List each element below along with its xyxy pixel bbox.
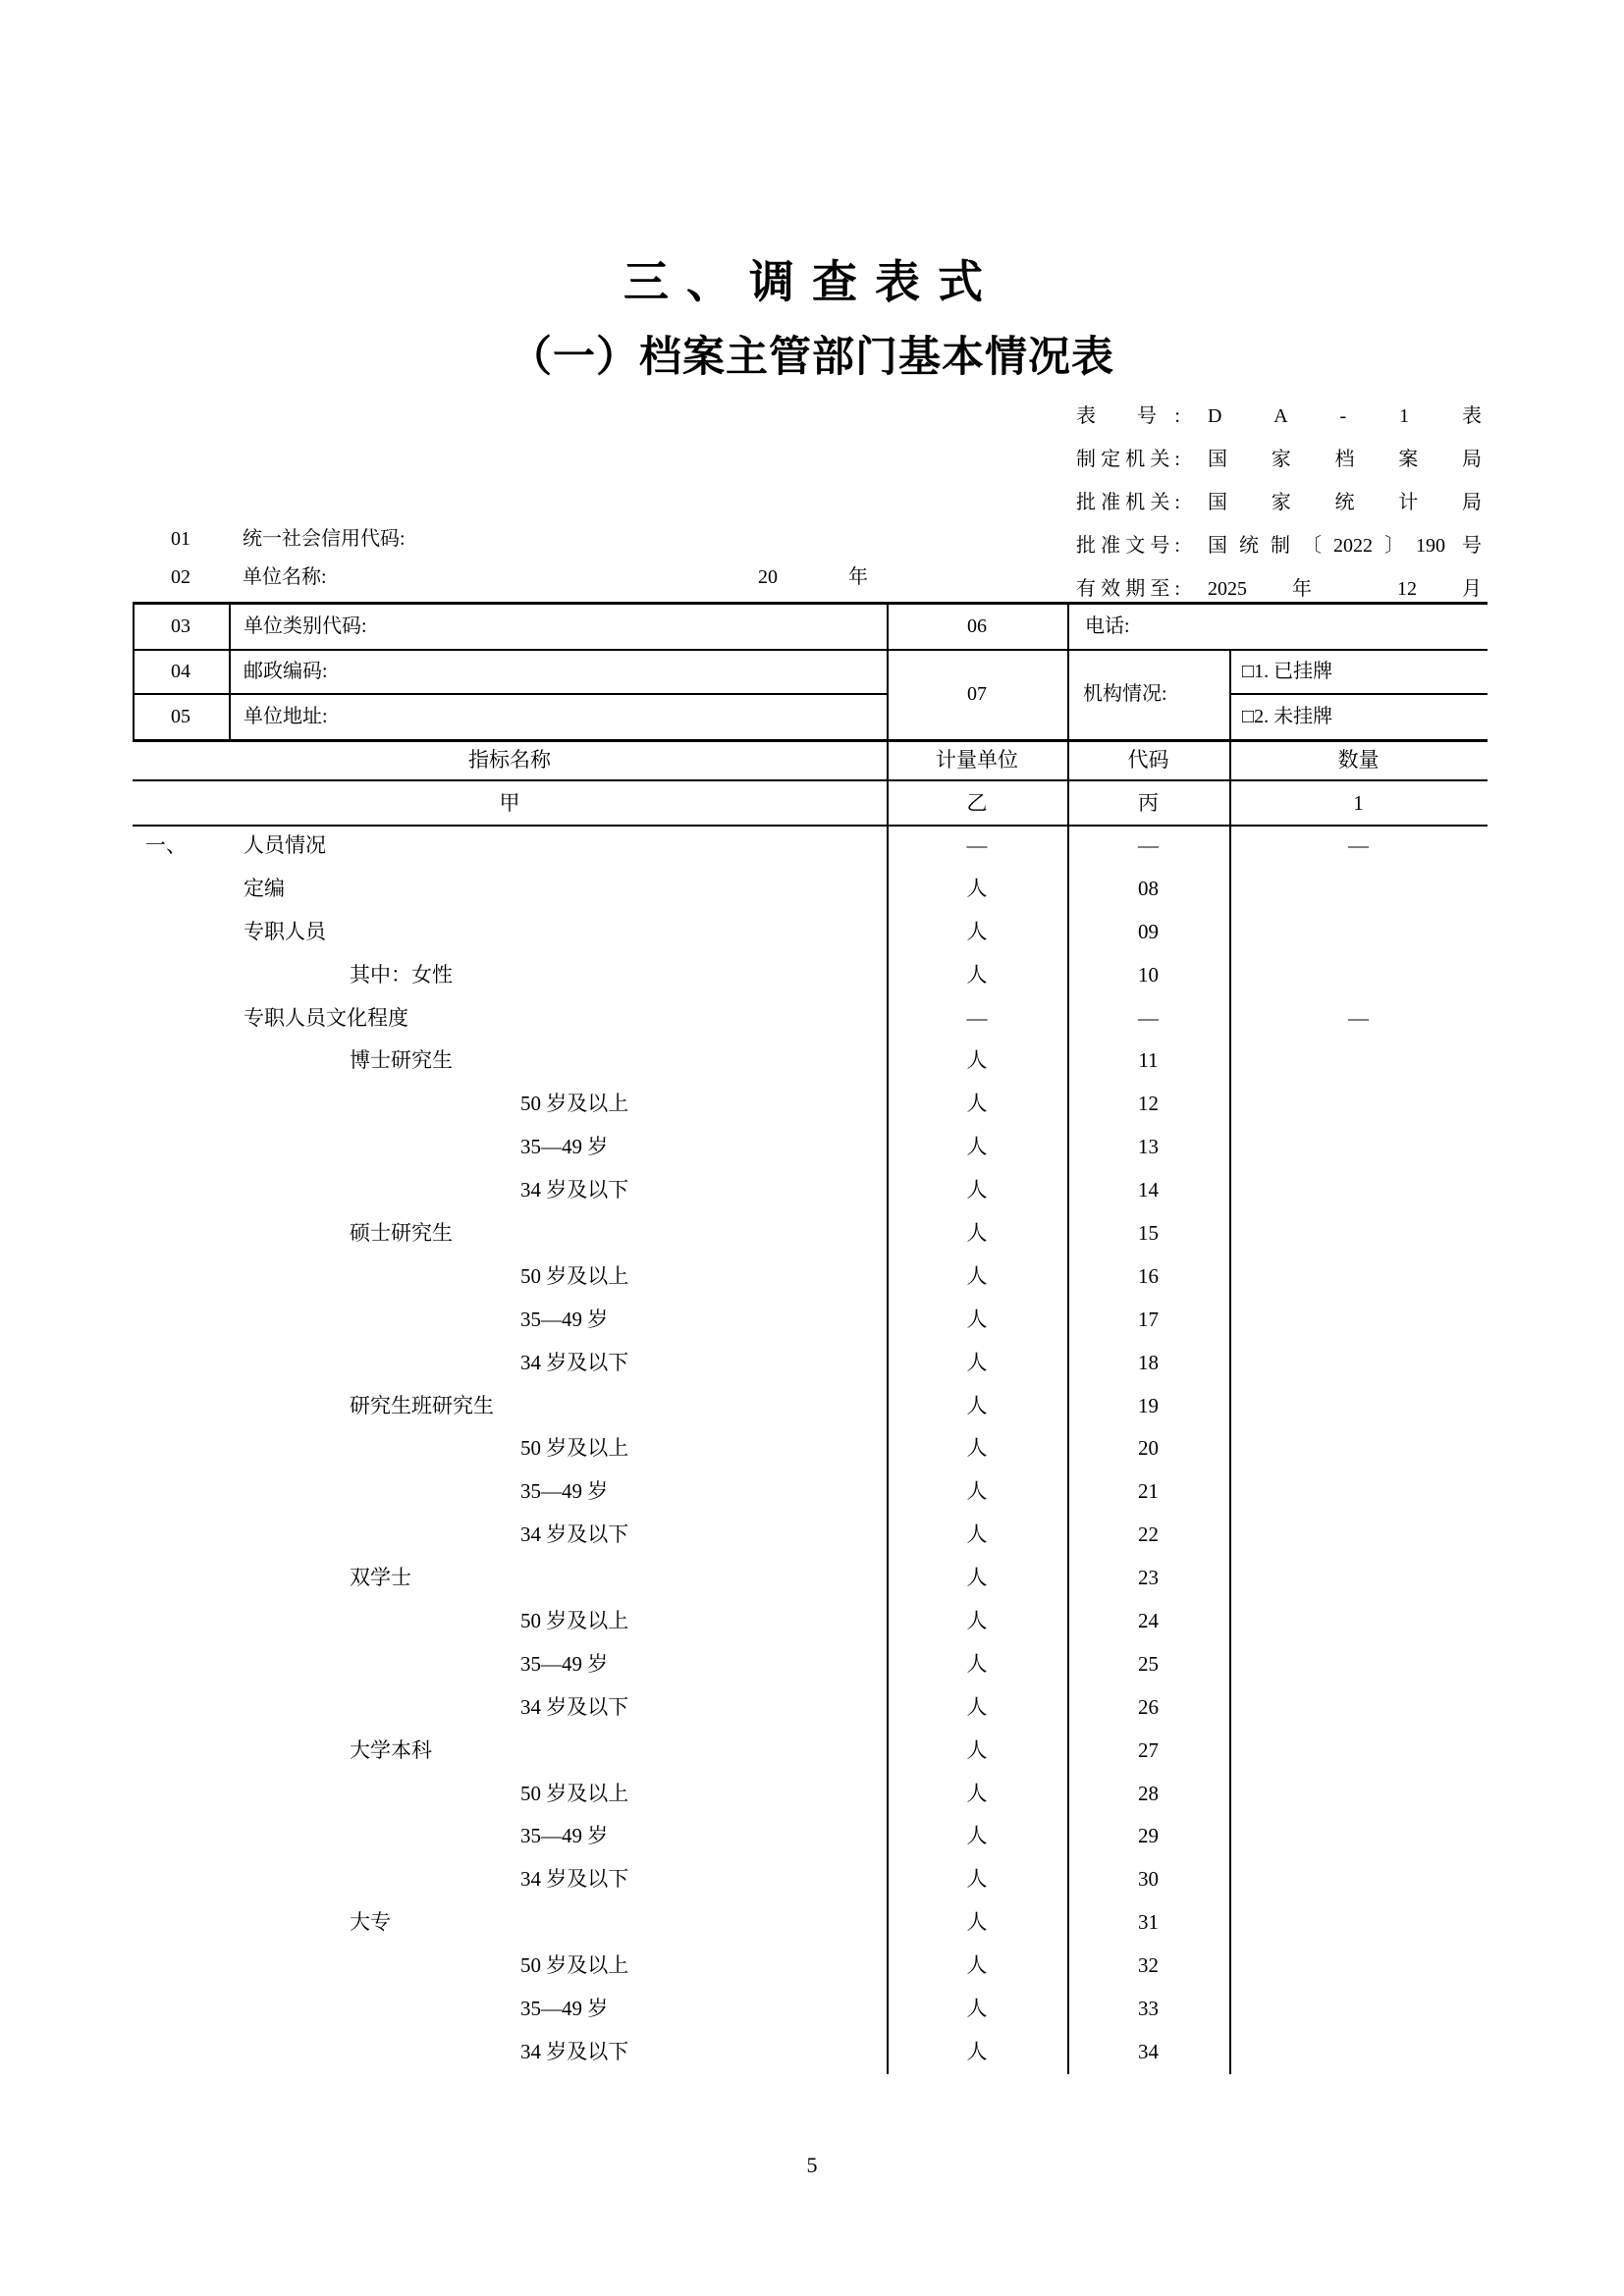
unit-cell: 人 bbox=[966, 1522, 988, 1547]
form-meta-label: 表 号: bbox=[1076, 405, 1180, 427]
indicator-row bbox=[133, 1212, 1488, 1255]
indicator-row bbox=[133, 1040, 1488, 1083]
qty-cell bbox=[1229, 1514, 1488, 1557]
indicator-label: 35—49 岁 bbox=[520, 1135, 609, 1159]
indicator-label: 35—49 岁 bbox=[520, 1651, 609, 1676]
indicator-label: 人员情况 bbox=[244, 833, 326, 857]
indicator-name-cell bbox=[133, 1212, 887, 1255]
unit-cell: 人 bbox=[966, 1781, 988, 1805]
qty-cell bbox=[1229, 1255, 1488, 1299]
row-code: 07 bbox=[967, 683, 987, 705]
unit-type-code-label: 单位类别代码: bbox=[244, 615, 367, 637]
qty-cell bbox=[1229, 1815, 1488, 1858]
indicator-row bbox=[133, 1083, 1488, 1126]
indicator-row bbox=[133, 1126, 1488, 1169]
indicator-label: 34 岁及以下 bbox=[520, 1178, 629, 1202]
indicator-name-cell bbox=[133, 1083, 887, 1126]
code-cell: 24 bbox=[1138, 1609, 1159, 1633]
indicator-name-cell bbox=[133, 1945, 887, 1988]
form-meta-label: 制定机关: bbox=[1076, 449, 1180, 470]
indicator-rows bbox=[133, 825, 1488, 2074]
qty-cell bbox=[1229, 1643, 1488, 1686]
year-prefix: 20 bbox=[758, 566, 778, 588]
indicator-name-cell bbox=[133, 1299, 887, 1342]
code-cell: 23 bbox=[1138, 1566, 1159, 1590]
code-cell: 18 bbox=[1138, 1350, 1159, 1374]
indicator-label: 50 岁及以上 bbox=[520, 1263, 629, 1288]
unit-cell: 人 bbox=[966, 1393, 988, 1417]
indicator-row bbox=[133, 1299, 1488, 1342]
code-cell: 26 bbox=[1138, 1694, 1159, 1719]
code-cell: 14 bbox=[1138, 1178, 1159, 1202]
unit-cell: 人 bbox=[966, 1953, 988, 1978]
indicator-row bbox=[133, 1988, 1488, 2031]
subheader-jia: 甲 bbox=[499, 791, 520, 815]
qty-cell bbox=[1229, 1342, 1488, 1385]
indicator-label: 50 岁及以上 bbox=[520, 1436, 629, 1461]
form-meta-label: 有效期至: bbox=[1076, 578, 1180, 600]
unit-cell: 人 bbox=[966, 1048, 988, 1073]
indicator-row bbox=[133, 1255, 1488, 1299]
form-meta-line bbox=[1076, 395, 1482, 438]
form-meta-value: 国 家 统 计 局 bbox=[1208, 492, 1482, 513]
code-cell: — bbox=[1138, 833, 1159, 857]
qty-cell bbox=[1229, 868, 1488, 911]
unit-cell: 人 bbox=[966, 1566, 988, 1590]
indicator-label: 35—49 岁 bbox=[520, 1997, 609, 2021]
unit-cell: 人 bbox=[966, 1824, 988, 1848]
indicator-name-cell bbox=[133, 1730, 887, 1773]
header-unit: 计量单位 bbox=[936, 748, 1018, 772]
unit-cell: 人 bbox=[966, 919, 988, 943]
unit-cell: 人 bbox=[966, 1221, 988, 1246]
unit-cell: 人 bbox=[966, 1694, 988, 1719]
indicator-name-cell bbox=[133, 1169, 887, 1212]
indicator-row bbox=[133, 1901, 1488, 1945]
code-cell: 28 bbox=[1138, 1781, 1159, 1805]
indicator-name-cell bbox=[133, 1815, 887, 1858]
qty-cell: — bbox=[1348, 1005, 1369, 1030]
row-code: 03 bbox=[171, 615, 190, 637]
row-code: 06 bbox=[967, 615, 987, 637]
indicator-name-cell bbox=[133, 1643, 887, 1686]
indicator-name-cell bbox=[133, 1600, 887, 1643]
qty-cell bbox=[1229, 1901, 1488, 1945]
unit-cell: 人 bbox=[966, 1737, 988, 1762]
indicator-name-cell bbox=[133, 1427, 887, 1470]
header-code: 代码 bbox=[1127, 748, 1169, 772]
indicator-name-cell bbox=[133, 911, 887, 954]
indicator-row bbox=[133, 1514, 1488, 1557]
indicator-label: 硕士研究生 bbox=[350, 1221, 453, 1246]
unit-cell: 人 bbox=[966, 1997, 988, 2021]
code-cell: 15 bbox=[1138, 1221, 1159, 1246]
indicator-row bbox=[133, 1643, 1488, 1686]
survey-table bbox=[133, 602, 1488, 2074]
unit-cell: — bbox=[966, 1005, 988, 1030]
credit-code-label: 统一社会信用代码: bbox=[243, 528, 406, 550]
code-cell: 11 bbox=[1138, 1048, 1159, 1073]
qty-cell bbox=[1229, 1169, 1488, 1212]
form-meta-label: 批准文号: bbox=[1076, 535, 1180, 557]
subheader-1: 1 bbox=[1353, 791, 1364, 815]
indicator-label: 34 岁及以下 bbox=[520, 1350, 629, 1374]
indicator-row bbox=[133, 1686, 1488, 1730]
option-checkbox-listed[interactable]: □1. 已挂牌 bbox=[1242, 661, 1333, 682]
indicator-label: 35—49 岁 bbox=[520, 1479, 609, 1504]
indicator-label: 34 岁及以下 bbox=[520, 1867, 629, 1892]
qty-cell: — bbox=[1348, 833, 1369, 857]
indicator-name-cell bbox=[133, 1773, 887, 1816]
indicator-label: 35—49 岁 bbox=[520, 1824, 609, 1848]
indicator-row bbox=[133, 1858, 1488, 1901]
qty-cell bbox=[1229, 1557, 1488, 1600]
option-checkbox-unlisted[interactable]: □2. 未挂牌 bbox=[1242, 706, 1333, 727]
qty-cell bbox=[1229, 1427, 1488, 1470]
code-cell: 21 bbox=[1138, 1479, 1159, 1504]
field-row-02 bbox=[0, 556, 1624, 599]
indicator-label: 专职人员文化程度 bbox=[244, 1005, 408, 1030]
unit-cell: 人 bbox=[966, 1092, 988, 1116]
code-cell: 19 bbox=[1138, 1393, 1159, 1417]
indicator-name-cell bbox=[133, 2031, 887, 2074]
qty-cell bbox=[1229, 911, 1488, 954]
qty-cell bbox=[1229, 1773, 1488, 1816]
unit-cell: — bbox=[966, 833, 988, 857]
indicator-label: 50 岁及以上 bbox=[520, 1092, 629, 1116]
code-cell: 20 bbox=[1138, 1436, 1159, 1461]
code-cell: 09 bbox=[1138, 919, 1159, 943]
indicator-row bbox=[133, 868, 1488, 911]
postal-code-label: 邮政编码: bbox=[244, 661, 328, 682]
code-cell: — bbox=[1138, 1005, 1159, 1030]
indicator-label: 定编 bbox=[244, 876, 285, 900]
section-marker: 一、 bbox=[145, 833, 187, 857]
indicator-row bbox=[133, 954, 1488, 997]
indicator-name-cell bbox=[133, 825, 887, 868]
indicator-row bbox=[133, 911, 1488, 954]
indicator-name-cell bbox=[133, 868, 887, 911]
indicator-row bbox=[133, 825, 1488, 868]
indicator-name-cell bbox=[133, 1040, 887, 1083]
indicator-row bbox=[133, 1773, 1488, 1816]
qty-cell bbox=[1229, 954, 1488, 997]
code-cell: 17 bbox=[1138, 1307, 1159, 1331]
code-cell: 33 bbox=[1138, 1997, 1159, 2021]
page-title: 三、调查表式 bbox=[623, 256, 1001, 307]
indicator-name-cell bbox=[133, 1901, 887, 1945]
form-meta-line bbox=[1076, 438, 1482, 481]
indicator-name-cell bbox=[133, 1686, 887, 1730]
indicator-label: 其中：女性 bbox=[350, 962, 453, 987]
unit-name-label: 单位名称: bbox=[243, 566, 327, 588]
code-cell: 27 bbox=[1138, 1737, 1159, 1762]
form-meta-label: 批准机关: bbox=[1076, 492, 1180, 513]
indicator-row bbox=[133, 1600, 1488, 1643]
unit-cell: 人 bbox=[966, 1135, 988, 1159]
indicator-name-cell bbox=[133, 1255, 887, 1299]
row-code: 02 bbox=[171, 566, 190, 588]
field-row-01 bbox=[0, 517, 1624, 561]
unit-cell: 人 bbox=[966, 1307, 988, 1331]
unit-cell: 人 bbox=[966, 1651, 988, 1676]
indicator-label: 双学士 bbox=[350, 1566, 411, 1590]
unit-address-label: 单位地址: bbox=[244, 706, 328, 727]
indicator-name-cell bbox=[133, 1988, 887, 2031]
code-cell: 13 bbox=[1138, 1135, 1159, 1159]
indicator-row bbox=[133, 1342, 1488, 1385]
code-cell: 12 bbox=[1138, 1092, 1159, 1116]
indicator-row bbox=[133, 997, 1488, 1041]
code-cell: 30 bbox=[1138, 1867, 1159, 1892]
org-status-label: 机构情况: bbox=[1083, 683, 1167, 705]
qty-cell bbox=[1229, 1988, 1488, 2031]
indicator-name-cell bbox=[133, 1557, 887, 1600]
unit-cell: 人 bbox=[966, 876, 988, 900]
unit-cell: 人 bbox=[966, 1479, 988, 1504]
indicator-name-cell bbox=[133, 997, 887, 1041]
unit-cell: 人 bbox=[966, 1436, 988, 1461]
indicator-label: 34 岁及以下 bbox=[520, 2039, 629, 2063]
unit-cell: 人 bbox=[966, 1609, 988, 1633]
subheader-bing: 丙 bbox=[1138, 791, 1159, 815]
year-suffix: 年 bbox=[848, 566, 868, 588]
indicator-name-cell bbox=[133, 1858, 887, 1901]
unit-cell: 人 bbox=[966, 1910, 988, 1935]
indicator-label: 50 岁及以上 bbox=[520, 1953, 629, 1978]
page-number: 5 bbox=[806, 2153, 818, 2177]
indicator-row bbox=[133, 1945, 1488, 1988]
qty-cell bbox=[1229, 2031, 1488, 2074]
qty-cell bbox=[1229, 1212, 1488, 1255]
code-cell: 32 bbox=[1138, 1953, 1159, 1978]
qty-cell bbox=[1229, 1686, 1488, 1730]
indicator-row bbox=[133, 1730, 1488, 1773]
indicator-name-cell bbox=[133, 1385, 887, 1428]
form-meta-value: 国 家 档 案 局 bbox=[1208, 449, 1482, 470]
qty-cell bbox=[1229, 1385, 1488, 1428]
indicator-label: 大学本科 bbox=[350, 1737, 432, 1762]
indicator-row bbox=[133, 2031, 1488, 2074]
indicator-row bbox=[133, 1815, 1488, 1858]
row-code: 01 bbox=[171, 528, 190, 550]
row-code: 04 bbox=[171, 661, 190, 682]
qty-cell bbox=[1229, 1126, 1488, 1169]
qty-cell bbox=[1229, 1040, 1488, 1083]
unit-cell: 人 bbox=[966, 1350, 988, 1374]
subheader-yi: 乙 bbox=[966, 791, 988, 815]
header-qty: 数量 bbox=[1337, 748, 1380, 772]
indicator-name-cell bbox=[133, 1342, 887, 1385]
indicator-label: 研究生班研究生 bbox=[350, 1393, 494, 1417]
row-code: 05 bbox=[171, 706, 190, 727]
unit-cell: 人 bbox=[966, 1263, 988, 1288]
code-cell: 16 bbox=[1138, 1263, 1159, 1288]
code-cell: 25 bbox=[1138, 1651, 1159, 1676]
qty-cell bbox=[1229, 1600, 1488, 1643]
indicator-label: 50 岁及以上 bbox=[520, 1609, 629, 1633]
phone-label: 电话: bbox=[1085, 615, 1130, 637]
indicator-row bbox=[133, 1557, 1488, 1600]
indicator-row bbox=[133, 1427, 1488, 1470]
indicator-label: 博士研究生 bbox=[350, 1048, 453, 1073]
indicator-row bbox=[133, 1385, 1488, 1428]
code-cell: 10 bbox=[1138, 962, 1159, 987]
indicator-label: 35—49 岁 bbox=[520, 1307, 609, 1331]
indicator-row bbox=[133, 1470, 1488, 1514]
form-meta-value: 国统制〔2022〕190 号 bbox=[1208, 535, 1482, 557]
unit-cell: 人 bbox=[966, 2039, 988, 2063]
code-cell: 29 bbox=[1138, 1824, 1159, 1848]
indicator-label: 50 岁及以上 bbox=[520, 1781, 629, 1805]
indicator-label: 34 岁及以下 bbox=[520, 1522, 629, 1547]
code-cell: 22 bbox=[1138, 1522, 1159, 1547]
header-indicator-name: 指标名称 bbox=[468, 748, 551, 772]
qty-cell bbox=[1229, 1858, 1488, 1901]
code-cell: 31 bbox=[1138, 1910, 1159, 1935]
unit-cell: 人 bbox=[966, 1867, 988, 1892]
indicator-label: 大专 bbox=[350, 1910, 391, 1935]
qty-cell bbox=[1229, 1945, 1488, 1988]
form-meta-value: 2025 年 12 月 bbox=[1208, 578, 1482, 600]
qty-cell bbox=[1229, 1299, 1488, 1342]
form-title: （一）档案主管部门基本情况表 bbox=[510, 334, 1114, 381]
indicator-name-cell bbox=[133, 1470, 887, 1514]
qty-cell bbox=[1229, 1083, 1488, 1126]
indicator-name-cell bbox=[133, 1514, 887, 1557]
unit-cell: 人 bbox=[966, 962, 988, 987]
qty-cell bbox=[1229, 1470, 1488, 1514]
qty-cell bbox=[1229, 1730, 1488, 1773]
unit-cell: 人 bbox=[966, 1178, 988, 1202]
code-cell: 34 bbox=[1138, 2039, 1159, 2063]
indicator-name-cell bbox=[133, 1126, 887, 1169]
code-cell: 08 bbox=[1138, 876, 1159, 900]
indicator-row bbox=[133, 1169, 1488, 1212]
form-meta-value: D A - 1 表 bbox=[1208, 405, 1482, 427]
indicator-label: 专职人员 bbox=[244, 919, 326, 943]
indicator-name-cell bbox=[133, 954, 887, 997]
grid-line bbox=[229, 602, 231, 742]
indicator-label: 34 岁及以下 bbox=[520, 1694, 629, 1719]
